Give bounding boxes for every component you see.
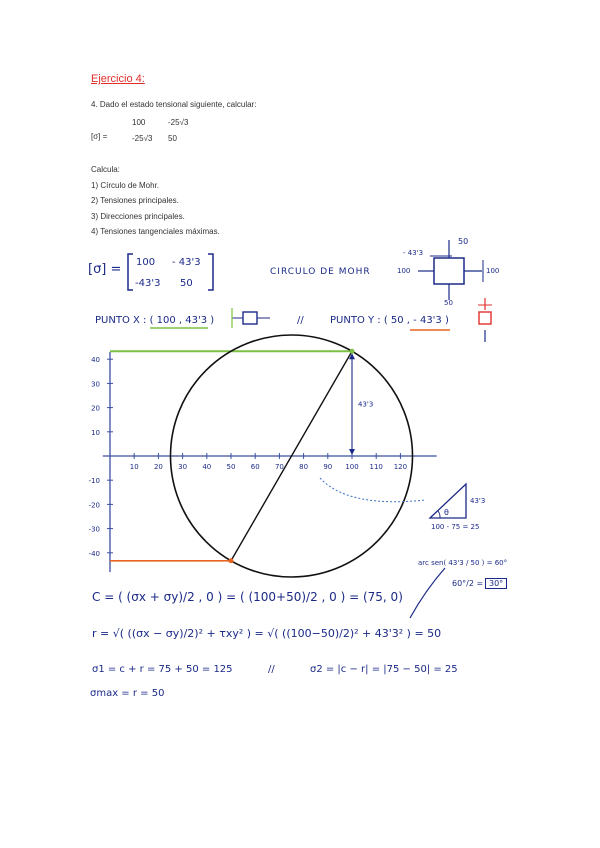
punto-y: PUNTO Y : ( 50 , - 43'3 ) bbox=[330, 315, 449, 326]
matrix-r1c1: 100 bbox=[132, 118, 146, 127]
center-formula: C = ( (σx + σy)/2 , 0 ) = ( (100+50)/2 , 0 ) = (75, 0) bbox=[92, 590, 403, 604]
tau-arrow-head-bottom bbox=[349, 449, 355, 455]
triangle-base-label: 100 - 75 = 25 bbox=[431, 523, 480, 531]
hw-separator-2: // bbox=[268, 664, 275, 675]
elem-right-label: 100 bbox=[486, 267, 500, 275]
x-tick-label: 60 bbox=[250, 463, 260, 471]
task-4: 4) Tensiones tangenciales máximas. bbox=[91, 227, 220, 236]
elem-bottom-label: 50 bbox=[444, 299, 453, 307]
x-tick-label: 30 bbox=[178, 463, 188, 471]
x-tick-label: 20 bbox=[153, 463, 163, 471]
tau-annotation: 43'3 bbox=[358, 400, 374, 409]
triangle-side-label: 43'3 bbox=[470, 497, 486, 505]
hw-circulo-label: CIRCULO DE MOHR bbox=[270, 267, 371, 277]
matrix-r2c2: 50 bbox=[168, 134, 177, 143]
sigma2-formula: σ2 = |c − r| = |75 − 50| = 25 bbox=[310, 664, 458, 675]
y-tick-label: 20 bbox=[91, 404, 100, 413]
x-tick-label: 120 bbox=[393, 463, 408, 471]
point-y-marker bbox=[229, 558, 234, 563]
y-tick-label: 10 bbox=[91, 428, 100, 437]
elem-top-label: 50 bbox=[458, 237, 469, 246]
arc-sen-formula: arc sen( 43'3 / 50 ) = 60° bbox=[418, 559, 508, 567]
problem-statement: 4. Dado el estado tensional siguiente, calcular: bbox=[91, 100, 257, 109]
x-tick-label: 10 bbox=[129, 463, 139, 471]
hw-m22: 50 bbox=[180, 278, 193, 289]
y-tick-label: 30 bbox=[91, 380, 100, 389]
matrix-r2c1: -25√3 bbox=[132, 134, 153, 143]
hw-m12: - 43'3 bbox=[172, 257, 201, 268]
task-1: 1) Círculo de Mohr. bbox=[91, 181, 160, 190]
x-tick-label: 40 bbox=[202, 463, 212, 471]
matrix-label: [σ] = bbox=[91, 132, 108, 141]
elem-left-label: 100 bbox=[397, 267, 411, 275]
matrix-r1c2: -25√3 bbox=[168, 118, 189, 127]
task-3: 3) Direcciones principales. bbox=[91, 212, 185, 221]
x-tick-label: 80 bbox=[299, 463, 309, 471]
x-tick-label: 90 bbox=[323, 463, 333, 471]
hw-m11: 100 bbox=[136, 257, 156, 268]
calcula-label: Calcula: bbox=[91, 165, 120, 174]
hw-separator: // bbox=[297, 315, 304, 326]
y-tick-label: -30 bbox=[88, 525, 100, 534]
sigma-max-formula: σmax = r = 50 bbox=[90, 688, 165, 699]
sigma1-formula: σ1 = c + r = 75 + 50 = 125 bbox=[92, 664, 233, 675]
hw-m21: -43'3 bbox=[135, 278, 161, 289]
half-angle-result: 30° bbox=[485, 578, 507, 589]
point-x-marker bbox=[350, 349, 355, 354]
x-tick-label: 100 bbox=[345, 463, 359, 471]
y-tick-label: -10 bbox=[88, 477, 100, 486]
radius-formula: r = √( ((σx − σy)/2)² + τxy² ) = √( ((100−50)/2)² + 43'3² ) = 50 bbox=[92, 627, 442, 640]
y-tick-label: -40 bbox=[88, 549, 100, 558]
x-tick-label: 50 bbox=[226, 463, 236, 471]
punto-x: PUNTO X : ( 100 , 43'3 ) bbox=[95, 315, 215, 326]
half-angle-formula: 60°/2 = bbox=[452, 579, 484, 588]
x-tick-label: 70 bbox=[274, 463, 284, 471]
y-tick-label: 40 bbox=[91, 356, 100, 365]
task-2: 2) Tensiones principales. bbox=[91, 196, 179, 205]
hw-sigma-label: [σ] = bbox=[88, 262, 122, 277]
elem-top-left-label: - 43'3 bbox=[403, 249, 424, 257]
x-tick-label: 110 bbox=[369, 463, 383, 471]
y-tick-label: -20 bbox=[88, 501, 100, 510]
exercise-title: Ejercicio 4: bbox=[91, 73, 145, 85]
triangle-angle-label: θ bbox=[444, 508, 449, 517]
